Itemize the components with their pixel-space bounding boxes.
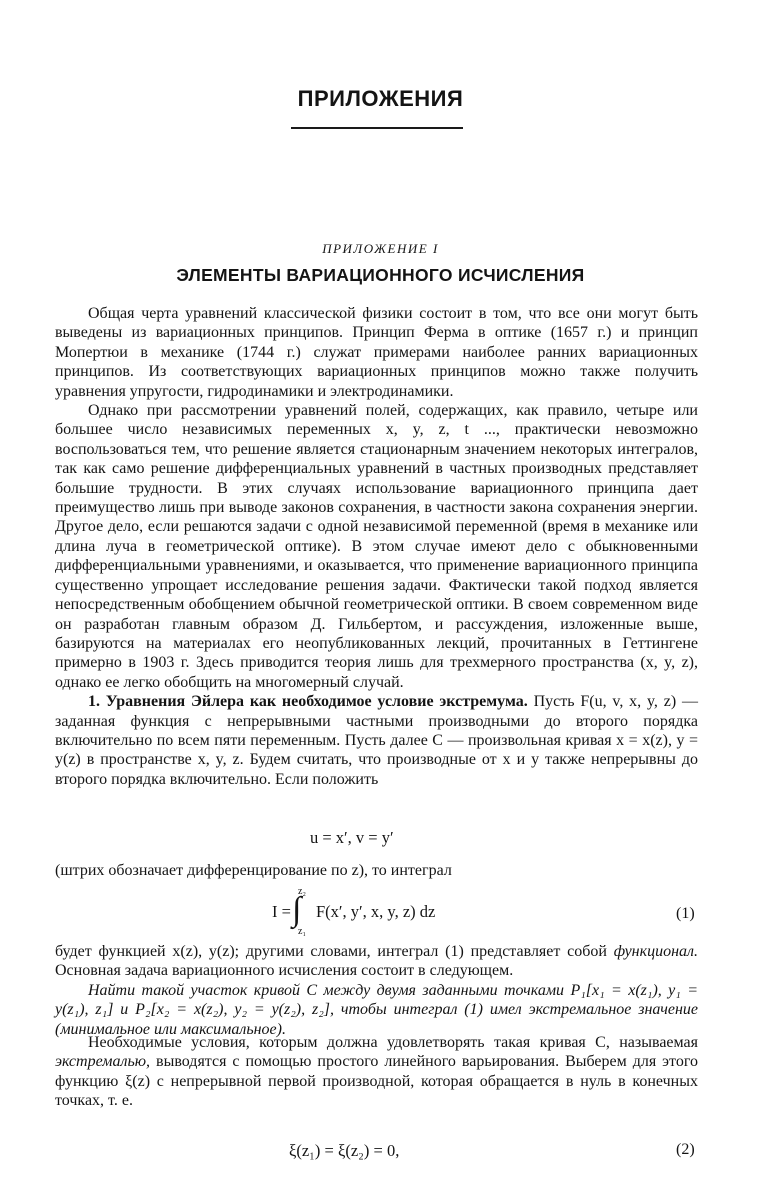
integral-sign: ∫ (292, 891, 302, 928)
title-divider (291, 127, 463, 129)
paragraph-extremal (55, 1033, 698, 1111)
term-extremal: экстремалью, (55, 1053, 151, 1071)
integrand: F(x′, y′, x, y, z) dz (316, 902, 436, 921)
equation-1-number: (1) (676, 905, 695, 922)
paragraph-problem-statement (55, 981, 698, 1039)
integral-lower-limit: z₁ (298, 926, 306, 937)
body-text-block-3 (55, 1033, 698, 1111)
paragraph-euler (55, 692, 698, 789)
problem-statement-text: Найти такой участок кривой C между двумя заданными точками P₁[x₁ = x(z₁), y₁ = y(z₁), z₁] и P₂[x₂ = x(z₂), y₂ = y(z₂), z₂], чтобы интеграл (1) имел экстремальное значение (минимальное или максимальное). (55, 981, 698, 1038)
paragraph-intro: Общая черта уравнений классической физики состоит в том, что все они могут быть выведены из вариационных принципов. Принцип Ферма в оптике (1657 г.) и принцип Мопертюи в механике (1744 г.) служат примерами наиболее ранних вариационных принципов. Из соответствующих вариационных принципов можно также получить уравнения упругости, гидродинамики и электродинамики. (55, 305, 698, 400)
appendix-label: ПРИЛОЖЕНИЕ I (322, 241, 439, 256)
equation-2-number: (2) (676, 1141, 695, 1158)
equation-1 (272, 886, 502, 940)
integral-upper-limit: z₂ (298, 886, 306, 897)
term-functional: функционал. (613, 943, 699, 960)
paragraph-functional-text: будет функцией x(z), y(z); другими словами, интеграл (1) представляет собой (55, 943, 607, 960)
paragraph-functional-rest: Основная задача вариационного исчисления состоит в следующем. (55, 962, 514, 980)
equation-1-lhs: I = (272, 902, 291, 921)
paragraph-functional (55, 942, 698, 981)
paragraph-euler-body: Пусть F(u, v, x, y, z) — заданная функция с непрерывными частными производными до второго порядка включительно по всем пяти переменным. Пусть далее C — произвольная кривая x = x(z), y = y(z) в пространстве x, y, z. Будем считать, что производные от x и y также непрерывны до второго порядка включительно. Если положить (55, 693, 698, 788)
page-title: ПРИЛОЖЕНИЯ (297, 86, 464, 111)
derivative-note: (штрих обозначает дифференцирование по z), то интеграл (55, 862, 452, 879)
section-heading-euler: 1. Уравнения Эйлера как необходимое условие экстремума. (88, 693, 528, 711)
paragraph-fields: Однако при рассмотрении уравнений полей, содержащих, как правило, четыре или большее число независимых переменных x, y, z, t ..., практически невозможно воспользоваться тем, что решение является стационарным значением некоторых интегралов, так как само решение дифференциальных уравнений в частных производных представляет большие трудности. В этих случаях использование вариационного принципа дает преимущество лишь при выводе законов сохранения, в частности закона сохранения энергии. Другое дело, если решаются задачи с одной независимой переменной (время в механике или длина луча в геометрической оптике). В этом случае имеют дело с обыкновенными дифференциальными уравнениями, и оказывается, что применение вариационного принципа существенно упрощает исследование решения задачи. Фактически такой подход является непосредственным обобщением обычной геометрической оптики. В своем современном виде он разработан главным образом Д. Гильбертом, и рассуждения, изложенные выше, базируются на материалах его неопубликованных лекций, прочитанных в Геттингене примерно в 1903 г. Здесь приводится теория лишь для трехмерного пространства (x, y, z), однако ее легко обобщить на многомерный случай. (55, 402, 698, 691)
equation-2: ξ(z₁) = ξ(z₂) = 0, (289, 1141, 400, 1160)
paragraph-extremal-text: Необходимые условия, которым должна удовлетворять такая кривая C, называемая (88, 1034, 698, 1051)
body-text-block-1 (55, 304, 698, 789)
paragraph-extremal-rest: выводятся с помощью простого линейного варьирования. Выберем для этого функцию ξ(z) с непрерывной первой производной, которая обращается в нуль в конечных точках, т. е. (55, 1053, 698, 1110)
equation-uv: u = x′, v = y′ (310, 828, 394, 847)
body-text-block-2 (55, 942, 698, 1039)
appendix-title: ЭЛЕМЕНТЫ ВАРИАЦИОННОГО ИСЧИСЛЕНИЯ (176, 265, 585, 285)
